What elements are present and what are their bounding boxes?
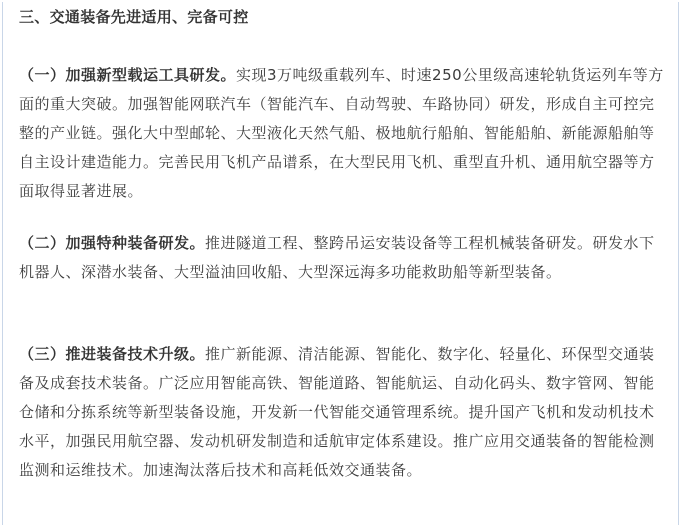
- paragraph-body: 实现3万吨级重载列车、时速250公里级高速轮轨货运列车等方面的重大突破。加强智能网联汽车（智能汽车、自动驾驶、车路协同）研发，形成自主可控完整的产业链。强化大中型邮轮、大型液化天然气船、极地航行船舶、智能船舶、新能源船舶等自主设计建造能力。完善民用飞机产品谱系，在大型民用飞机、重型直升机、通用航空器等方面取得显著进展。: [19, 66, 664, 200]
- section-heading: 三、交通装备先进适用、完备可控: [19, 8, 249, 26]
- paragraph-new-vehicles: [19, 61, 664, 206]
- paragraph-tech-upgrade: [19, 340, 664, 485]
- paragraph-body: 推广新能源、清洁能源、智能化、数字化、轻量化、环保型交通装备及成套技术装备。广泛应用智能高铁、智能道路、智能航运、自动化码头、数字管网、智能仓储和分拣系统等新型装备设施，开发新一代智能交通管理系统。提升国产飞机和发动机技术水平，加强民用航空器、发动机研发制造和适航审定体系建设。推广应用交通装备的智能检测监测和运维技术。加速淘汰落后技术和高耗低效交通装备。: [19, 345, 655, 479]
- paragraph-lead: （三）推进装备技术升级。: [19, 345, 206, 363]
- paragraph-body: 推进隧道工程、整跨吊运安装设备等工程机械装备研发。研发水下机器人、深潜水装备、大型溢油回收船、大型深远海多功能救助船等新型装备。: [19, 234, 655, 281]
- paragraph-lead: （二）加强特种装备研发。: [19, 234, 206, 252]
- article-content: [2, 2, 679, 525]
- paragraph-special-equipment: [19, 229, 664, 287]
- paragraph-lead: （一）加强新型载运工具研发。: [19, 66, 237, 84]
